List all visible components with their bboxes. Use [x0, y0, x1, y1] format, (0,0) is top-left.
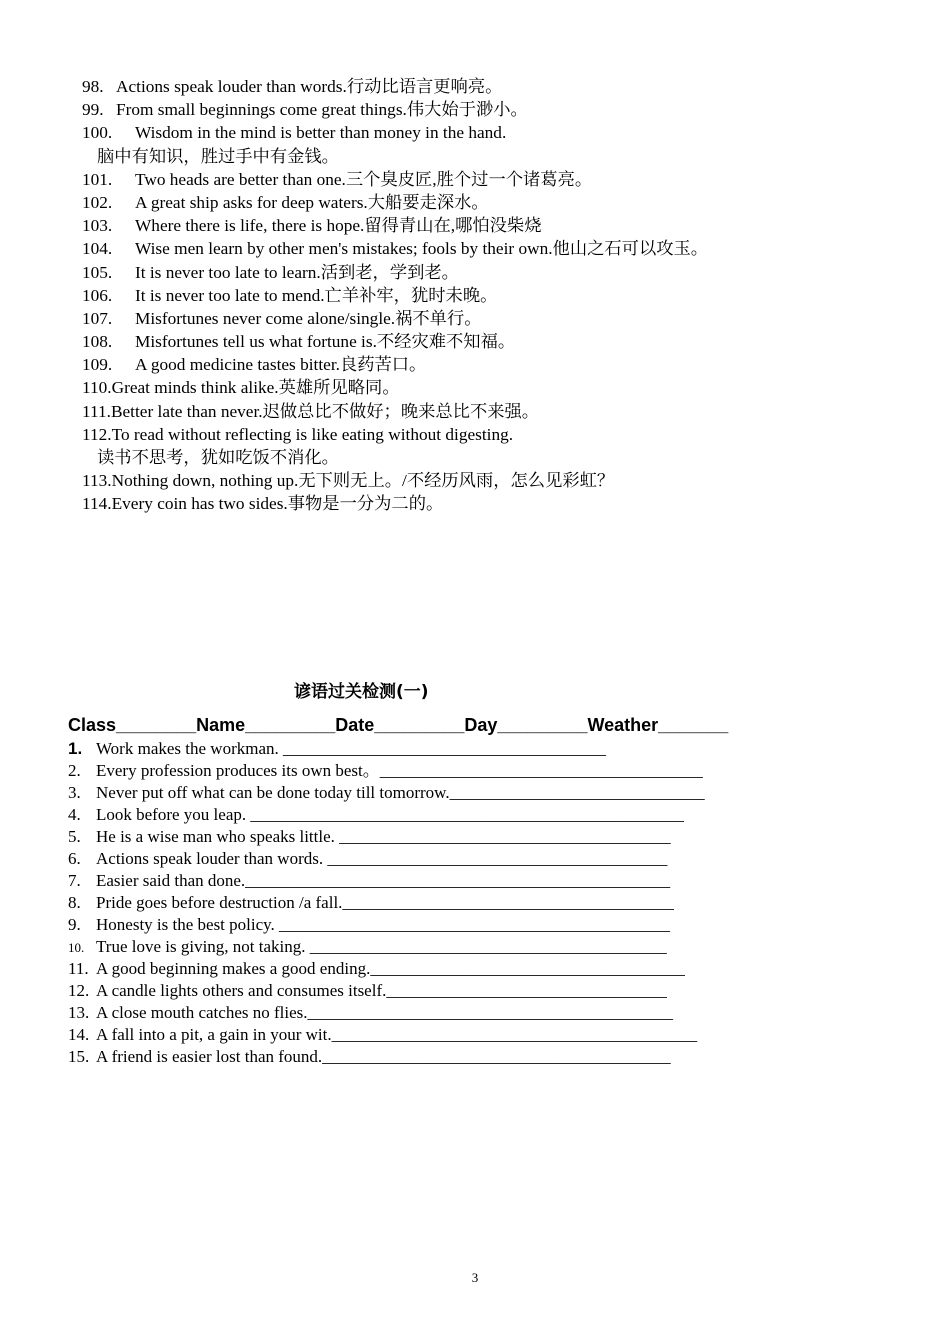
item-number: 113.: [82, 471, 112, 491]
list-item: [82, 492, 902, 515]
item-text: It is never too late to mend.亡羊补牢，犹时未晚。: [135, 285, 498, 305]
item-number: 6.: [68, 849, 81, 868]
list-item: [82, 191, 902, 214]
item-text: Every profession produces its own best。______________________________________: [96, 761, 703, 780]
quiz-item: [68, 738, 888, 760]
item-number: 107.: [82, 308, 113, 328]
item-number: 106.: [82, 285, 113, 305]
item-number: 4.: [68, 805, 81, 824]
item-text: Easier said than done.__________________________________________________: [96, 871, 671, 890]
list-item: [82, 214, 902, 237]
item-text: He is a wise man who speaks little. _______________________________________: [96, 827, 671, 846]
item-text: Honesty is the best policy. ______________________________________________: [96, 915, 671, 934]
quiz-item: [68, 958, 888, 980]
item-text: A close mouth catches no flies.___________________________________________: [96, 1003, 674, 1022]
item-number: 108.: [82, 332, 113, 352]
item-text: Pride goes before destruction /a fall._______________________________________: [96, 893, 674, 912]
item-number: 9.: [68, 915, 81, 934]
quiz-item: [68, 936, 888, 958]
item-text: Two heads are better than one.三个臭皮匠,胜个过一个诸葛亮。: [135, 169, 593, 189]
item-number: 99.: [82, 100, 104, 120]
item-number: 12.: [68, 981, 90, 1000]
item-number: 14.: [68, 1025, 90, 1044]
item-text: Misfortunes tell us what fortune is.不经灾难不知福。: [135, 332, 516, 352]
item-number: 15.: [68, 1047, 90, 1066]
list-item: [82, 75, 902, 98]
item-number: 112.: [82, 424, 112, 444]
quiz-item: [68, 892, 888, 914]
item-number: 104.: [82, 239, 113, 259]
page-number: 3: [471, 1270, 479, 1285]
item-text: Actions speak louder than words.行动比语言更响亮。: [116, 77, 503, 96]
quiz-item: [68, 782, 888, 804]
item-number: 103.: [82, 216, 113, 236]
item-text: Actions speak louder than words. ________________________________________: [96, 849, 668, 868]
list-item: [82, 400, 902, 423]
item-number: 114.: [82, 494, 112, 514]
item-text: Nothing down, nothing up.无下则无上。/不经历风雨，怎么见彩虹？: [111, 471, 615, 491]
item-number: 3.: [68, 783, 81, 802]
quiz-item: [68, 1046, 888, 1068]
item-number: 2.: [68, 761, 81, 780]
item-text: 脑中有知识，胜过手中有金钱。: [97, 146, 339, 166]
item-text: Better late than never.迟做总比不做好；晚来总比不来强。: [110, 401, 540, 421]
item-text: Where there is life, there is hope.留得青山在,哪怕没柴烧: [135, 216, 542, 236]
item-number: 8.: [68, 893, 81, 912]
list-item: [82, 469, 902, 492]
list-item: [82, 98, 902, 121]
item-number: 5.: [68, 827, 81, 846]
quiz-item: [68, 760, 888, 782]
item-number: 100.: [82, 123, 113, 143]
quiz-header-fields: Class________Name_________Date_________Day_________Weather_______: [68, 715, 729, 735]
item-number: 10.: [68, 940, 85, 955]
item-number: 102.: [82, 192, 113, 212]
item-number: 101.: [82, 169, 113, 189]
item-text: Great minds think alike.英雄所见略同。: [111, 378, 400, 398]
list-item: [82, 284, 902, 307]
item-text: Never put off what can be done today till tomorrow.______________________________: [96, 783, 705, 802]
quiz-title: 谚语过关检测(一): [294, 682, 429, 702]
item-text: A good beginning makes a good ending._____________________________________: [96, 959, 685, 978]
quiz-item: [68, 848, 888, 870]
list-item: [82, 353, 902, 376]
item-text: Every coin has two sides.事物是一分为二的。: [111, 494, 444, 514]
list-item: [82, 168, 902, 191]
item-text: Look before you leap. ___________________________________________________: [96, 805, 684, 824]
quiz-item: [68, 980, 888, 1002]
item-number: 109.: [82, 355, 113, 375]
item-number: 98.: [82, 77, 104, 96]
list-item: [82, 121, 902, 144]
quiz-item: [68, 1002, 888, 1024]
list-item: [82, 237, 902, 260]
item-text: A fall into a pit, a gain in your wit.___________________________________________: [96, 1025, 698, 1044]
list-item: [82, 307, 902, 330]
item-text: A candle lights others and consumes itself._________________________________: [96, 981, 667, 1000]
item-text: A friend is easier lost than found._________________________________________: [96, 1047, 671, 1066]
item-text: True love is giving, not taking. __________________________________________: [96, 937, 667, 956]
item-text: Wisdom in the mind is better than money in the hand.: [135, 123, 507, 143]
item-text: A good medicine tastes bitter.良药苦口。: [135, 355, 427, 375]
quiz-item: [68, 870, 888, 892]
item-text: A great ship asks for deep waters.大船要走深水。: [135, 192, 489, 212]
quiz-item: [68, 826, 888, 848]
item-text: 读书不思考，犹如吃饭不消化。: [97, 448, 339, 467]
item-number: 11.: [68, 959, 89, 978]
quiz-item: [68, 914, 888, 936]
item-number: 13.: [68, 1003, 90, 1022]
list-item: [82, 423, 902, 446]
quiz-list: [68, 738, 888, 1068]
item-text: It is never too late to learn.活到老，学到老。: [135, 262, 459, 282]
item-text: Wise men learn by other men's mistakes; fools by their own.他山之石可以攻玉。: [135, 239, 709, 259]
list-item-continuation: [82, 145, 902, 168]
item-number: 105.: [82, 262, 113, 282]
list-item: [82, 261, 902, 284]
item-text: From small beginnings come great things.伟大始于渺小。: [116, 100, 528, 120]
item-number: 7.: [68, 871, 81, 890]
item-number: 110.: [82, 378, 112, 398]
item-text: To read without reflecting is like eating without digesting.: [111, 424, 514, 444]
list-item: [82, 376, 902, 399]
item-number: 111.: [82, 401, 111, 421]
item-text: Misfortunes never come alone/single.祸不单行。: [135, 308, 482, 328]
list-item: [82, 330, 902, 353]
quiz-item: [68, 804, 888, 826]
item-text: Work makes the workman. ______________________________________: [96, 739, 606, 758]
quiz-item: [68, 1024, 888, 1046]
item-number: 1.: [68, 739, 83, 758]
list-item-continuation: [82, 446, 902, 469]
proverb-list: [82, 75, 902, 516]
